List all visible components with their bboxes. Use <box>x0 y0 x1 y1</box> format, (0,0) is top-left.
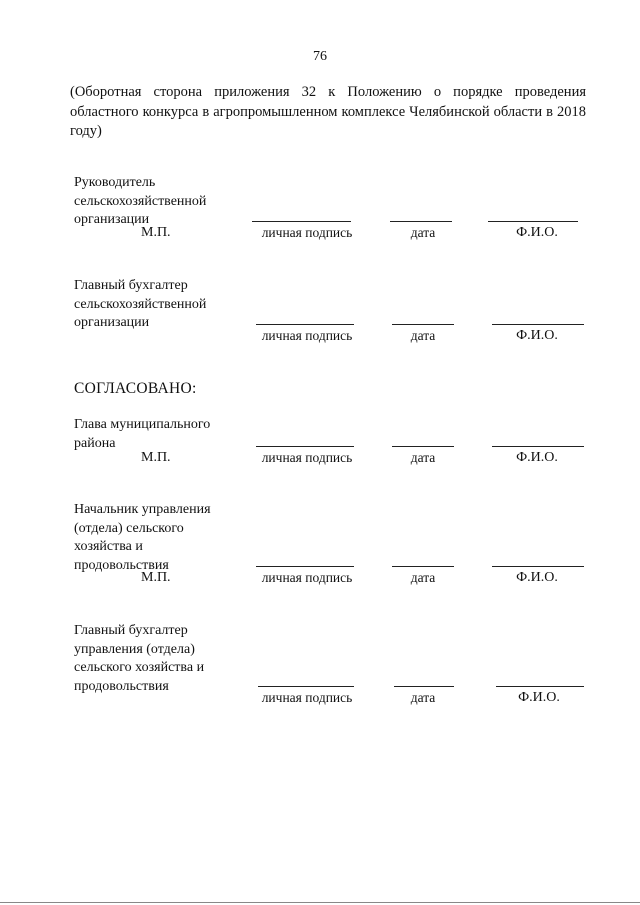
role-line: хозяйства и <box>74 539 143 554</box>
date-label: дата <box>410 690 436 705</box>
role-line: управления (отдела) <box>74 641 195 657</box>
role-title-director <box>74 174 206 230</box>
date-label: дата <box>410 225 436 240</box>
role-line: организации <box>74 212 150 227</box>
stamp-label: М.П. <box>141 225 171 240</box>
signature-label: личная подпись <box>261 328 353 343</box>
stamp-label: М.П. <box>141 450 171 465</box>
agreed-heading: СОГЛАСОВАНО: <box>74 380 197 397</box>
role-line: сельскохозяйственной <box>74 296 207 312</box>
fio-line <box>488 221 578 222</box>
fio-line <box>496 686 584 687</box>
signature-line <box>252 221 351 222</box>
role-line: Главный бухгалтер <box>74 278 188 293</box>
document-intro: (Оборотная сторона приложения 32 к Положению о порядке проведения областного конкурса в агропромышленном комплексе Челябинской области в 2018 году) <box>70 84 586 139</box>
date-line <box>392 324 454 325</box>
signature-label: личная подпись <box>261 570 353 585</box>
fio-label: Ф.И.О. <box>516 570 558 585</box>
date-label: дата <box>410 450 436 465</box>
signature-label: личная подпись <box>261 450 353 465</box>
fio-line <box>492 566 584 567</box>
role-line: Глава муниципального <box>74 417 211 432</box>
signature-label: личная подпись <box>261 225 353 240</box>
role-line: (отдела) сельского <box>74 520 184 536</box>
role-line: сельского хозяйства и <box>74 660 205 675</box>
date-line <box>390 221 452 222</box>
role-title-department-head <box>74 501 211 575</box>
signature-line <box>256 324 354 325</box>
date-line <box>392 566 454 567</box>
fio-label: Ф.И.О. <box>518 690 560 705</box>
role-line: продовольствия <box>74 557 169 573</box>
role-title-district-head <box>74 416 210 453</box>
signature-line <box>256 446 354 447</box>
page-bottom-edge <box>0 902 640 903</box>
fio-line <box>492 324 584 325</box>
date-line <box>392 446 454 447</box>
signature-label: личная подпись <box>261 690 353 705</box>
fio-line <box>492 446 584 447</box>
role-title-chief-accountant-org <box>74 277 206 333</box>
date-line <box>394 686 454 687</box>
fio-label: Ф.И.О. <box>516 225 558 240</box>
date-label: дата <box>410 328 436 343</box>
page-number: 76 <box>313 49 327 64</box>
fio-label: Ф.И.О. <box>516 328 558 343</box>
signature-line <box>258 686 354 687</box>
fio-label: Ф.И.О. <box>516 450 558 465</box>
signature-line <box>256 566 354 567</box>
role-line: организации <box>74 315 150 330</box>
role-line: Главный бухгалтер <box>74 623 188 638</box>
role-line: сельскохозяйственной <box>74 193 207 209</box>
role-line: продовольствия <box>74 678 169 694</box>
stamp-label: М.П. <box>141 570 171 585</box>
role-line: Начальник управления <box>74 502 211 517</box>
role-title-chief-accountant-department <box>74 622 204 696</box>
role-line: района <box>74 435 116 451</box>
role-line: Руководитель <box>74 175 156 190</box>
date-label: дата <box>410 570 436 585</box>
